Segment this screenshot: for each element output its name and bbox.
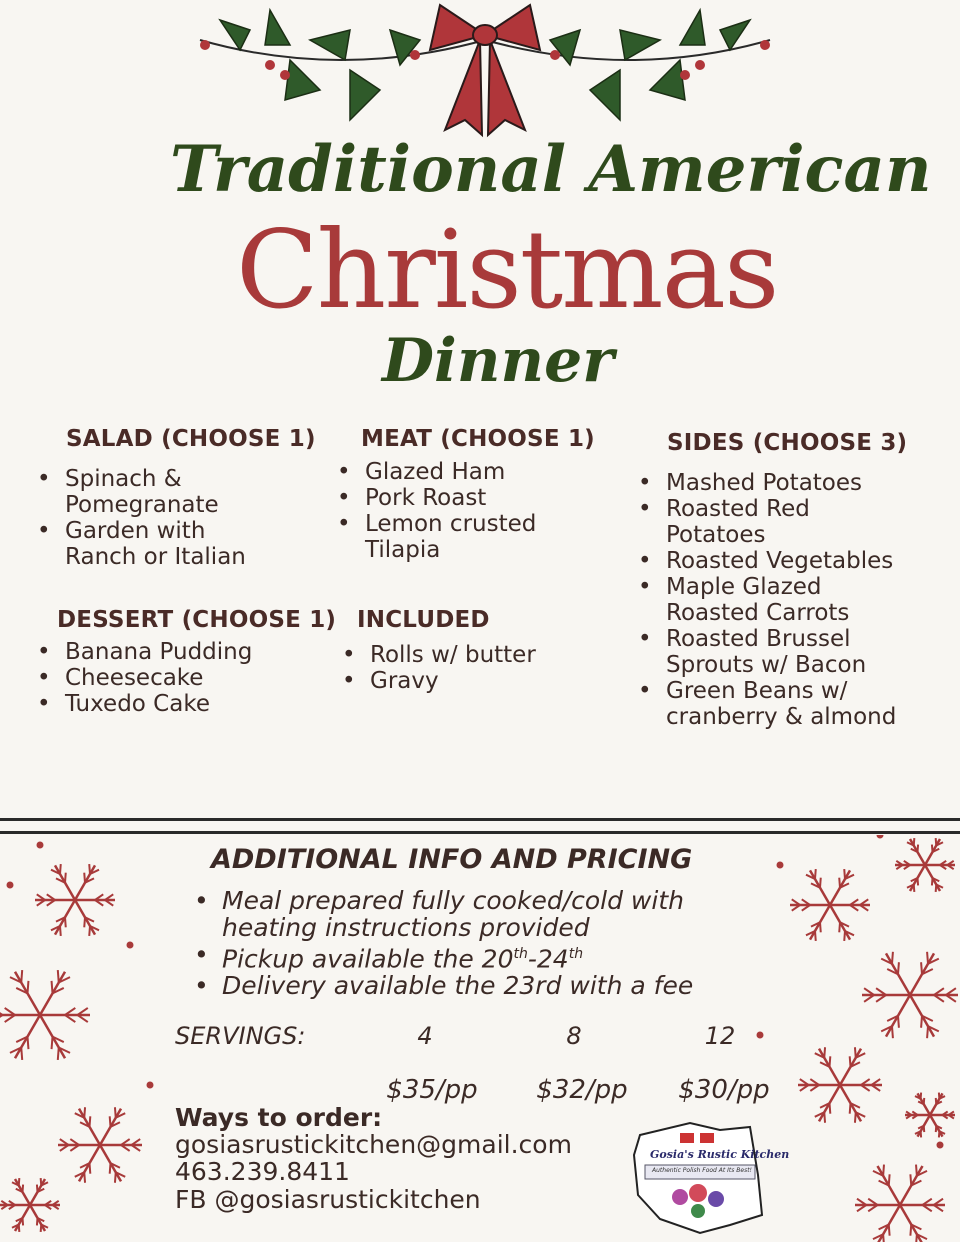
list-item: • Lemon crusted [365,511,536,537]
divider-line [0,831,960,834]
dessert-heading: DESSERT (CHOOSE 1) [57,607,337,633]
snowflake-icon [790,869,870,941]
snowflake-icon [35,864,115,936]
sides-list [666,470,896,730]
list-item: • Maple Glazed [666,574,896,600]
price-value: $35/pp [386,1075,478,1105]
list-item: • Green Beans w/ [666,678,896,704]
servings-label: SERVINGS: [175,1022,306,1050]
list-item: Potatoes [666,522,766,548]
order-email[interactable]: gosiasrustickitchen@gmail.com [175,1130,572,1159]
list-item: • Rolls w/ butter [370,642,536,668]
list-item [222,941,693,972]
list-item: • Roasted Brussel [666,626,896,652]
list-item: • Delivery available the 23rd with a fee [222,972,693,999]
pickup-sup: th [513,946,528,962]
snowflake-icon [905,1093,955,1138]
pickup-text-2: -24 [527,944,569,974]
list-item: • Spinach & [65,466,246,492]
list-item: • Garden with [65,518,246,544]
list-item: • Cheesecake [65,665,252,691]
title-line1: Traditional American [170,132,932,207]
dot-decoration [7,882,14,889]
list-item: • Mashed Potatoes [666,470,896,496]
pickup-sup-2: th [568,946,584,962]
dot-decoration [37,842,44,849]
price-value: $32/pp [536,1075,628,1105]
sides-heading: SIDES (CHOOSE 3) [667,430,908,456]
holly-bow-garland [190,0,780,140]
pickup-text: Pickup available the 20 [222,944,514,974]
list-item: • Roasted Vegetables [666,548,896,574]
list-item: heating instructions provided [222,913,590,942]
list-item: • Banana Pudding [65,639,252,665]
list-item: cranberry & almond [666,704,897,730]
order-facebook[interactable]: FB @gosiasrustickitchen [175,1185,481,1214]
order-phone[interactable]: 463.239.8411 [175,1157,350,1186]
dot-decoration [147,1082,154,1089]
servings-value: 4 [417,1022,433,1050]
dot-decoration [777,862,784,869]
dot-decoration [757,1032,764,1039]
logo [630,1115,790,1235]
list-item: Pomegranate [65,492,219,518]
dessert-list [65,639,252,717]
list-item: • Roasted Red [666,496,896,522]
servings-value: 8 [566,1022,582,1050]
list-item: Ranch or Italian [65,544,246,570]
logo-name: Gosia's Rustic Kitchen [650,1148,790,1161]
list-item: • Tuxedo Cake [65,691,252,717]
snowflake-icon [862,952,958,1038]
list-item: • Pork Roast [365,485,536,511]
info-list [222,887,693,999]
snowflake-icon [0,970,90,1060]
price-value: $30/pp [678,1075,770,1105]
included-heading: INCLUDED [357,607,490,633]
dot-decoration [127,942,134,949]
meat-list [365,459,536,563]
info-heading: ADDITIONAL INFO AND PRICING [211,844,693,875]
divider-line [0,818,960,821]
salad-heading: SALAD (CHOOSE 1) [66,426,316,452]
title-dinner: Dinner [382,326,614,396]
snowflake-icon [0,1178,60,1232]
title-christmas: Christmas [236,208,778,333]
dot-decoration [877,835,884,839]
list-item: Tilapia [365,537,441,563]
list-item: • Glazed Ham [365,459,536,485]
list-item: • Gravy [370,668,536,694]
meat-heading: MEAT (CHOOSE 1) [361,426,595,452]
dot-decoration [937,1142,944,1149]
order-heading: Ways to order: [175,1103,383,1132]
snowflake-icon [895,838,955,892]
servings-value: 12 [704,1022,736,1050]
salad-list [65,466,246,570]
list-item: • Meal prepared fully cooked/cold with [222,887,693,914]
included-list [370,642,536,694]
snowflake-icon [798,1047,882,1122]
snowflake-icon [58,1107,142,1182]
list-item: Sprouts w/ Bacon [666,652,867,678]
logo-tagline: Authentic Polish Food At Its Best! [652,1167,752,1174]
list-item: Roasted Carrots [666,600,850,626]
snowflake-icon [855,1165,945,1242]
